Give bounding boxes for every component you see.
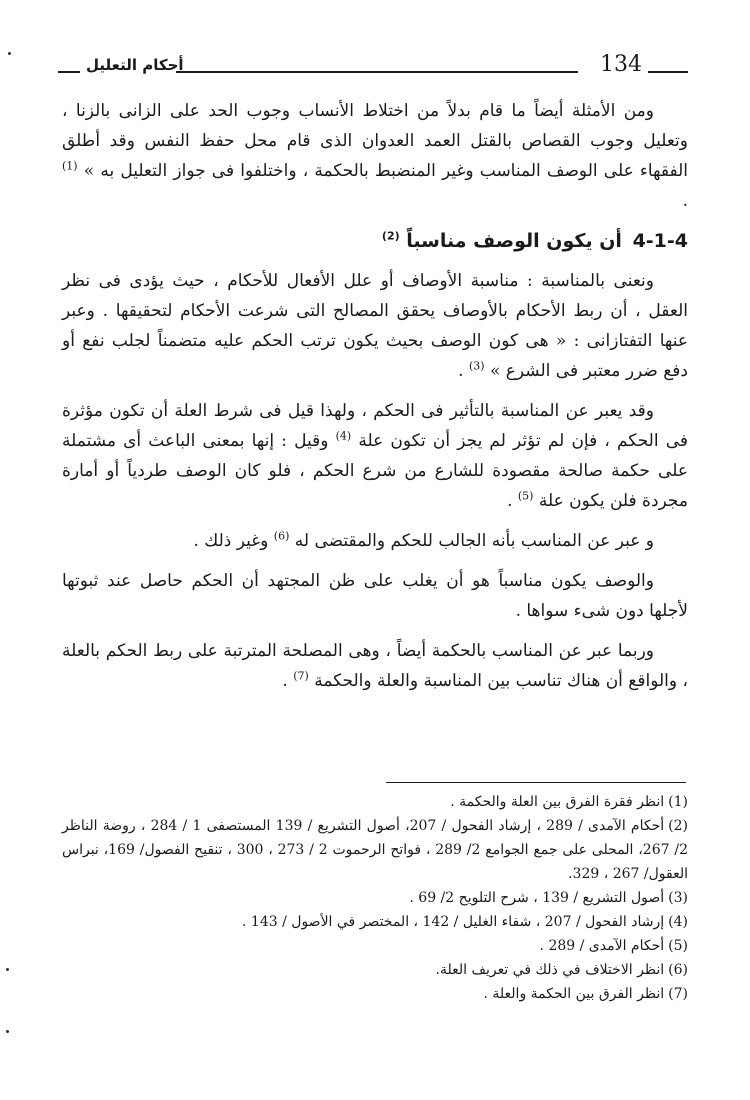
running-header-title: أحكام التعليل bbox=[86, 56, 184, 74]
running-header bbox=[58, 52, 688, 88]
footnote: (5)أحكام الآمدى / 289 . bbox=[539, 938, 688, 954]
paragraph: ومن الأمثلة أيضاً ما قام بدلاً من اختلاط الأنساب وجوب الحد على الزانى بالزنا ، وتعليل وجوب القصاص بالقتل العمد العدوان الذى قام محل حفظ النفس وقد أطلق الفقهاء على الوصف المناسب وغير المنضبط بالحكمة ، واختلفوا فى جواز التعليل به » $^{(1)}$ . bbox=[62, 101, 688, 211]
paragraph: وربما عبر عن المناسب بالحكمة أيضاً ، وهى المصلحة المترتبة على ربط الحكم بالعلة ، والواقع أن هناك تناسب بين المناسبة والعلة والحكمة $^{(7)}$ . bbox=[62, 641, 688, 691]
footnote: (2)أحكام الآمدى / 289 ، إرشاد الفحول / 207، أصول التشريع / 139 المستصفى 1 / 284 ، روضة الناظر 2/ 267، المحلى على جمع الجوامع 2/ 289 ، فواتح الرحموت 2 / 273 ، 300 ، تنقيح الفصول/ 169، نبراس العقول/ 267 ، 329. bbox=[62, 818, 688, 882]
paragraph: وقد يعبر عن المناسبة بالتأثير فى الحكم ، ولهذا قيل فى شرط العلة أن تكون مؤثرة فى الحكم ، فإن لم تؤثر لم يجز أن تكون علة $^{(4)}$ وقيل : إنها بمعنى الباعث أى مشتملة على حكمة صالحة مقصودة للشارع من شرع الحكم ، فلو كان الوصف طردياً أو أمارة مجردة فلن يكون علة $^{(5)}$ . bbox=[62, 401, 688, 511]
header-right-dash bbox=[648, 71, 688, 73]
paragraph: والوصف يكون مناسباً هو أن يغلب على ظن المجتهد أن الحكم حاصل عند ثبوتها لأجلها دون شىء سواها . bbox=[62, 571, 688, 621]
page-number: 134 bbox=[600, 52, 642, 77]
footnote-ref: (1) bbox=[62, 159, 78, 173]
section-heading bbox=[62, 226, 688, 256]
footnotes bbox=[62, 790, 688, 1006]
footnote-ref: (3) bbox=[468, 359, 485, 373]
paragraph: و عبر عن المناسب بأنه الجالب للحكم والمقتضى له $^{(6)}$ وغير ذلك . bbox=[193, 529, 654, 551]
footnote-ref: (7) bbox=[293, 669, 309, 683]
footnote: (3)أصول التشريع / 139 ، شرح التلويح 2/ 69 . bbox=[409, 890, 688, 906]
footnote-ref: (5) bbox=[517, 489, 534, 503]
header-rule bbox=[176, 71, 578, 73]
footnote-ref: (6) bbox=[273, 529, 290, 543]
footnote: (4)إرشاد الفحول / 207 ، شفاء الغليل / 142 ، المختصر في الأصول / 143 . bbox=[242, 914, 688, 930]
paragraph: ونعنى بالمناسبة : مناسبة الأوصاف أو علل الأفعال للأحكام ، حيث يؤدى فى نظر العقل ، أن ربط الأحكام بالأوصاف يحقق المصالح التى شرعت الأحكام لتحقيقها . وعبر عنها التفتازانى : « هى كون الوصف بحيث يكون ترتب الحكم عليه متضمناً لجلب نفع أو دفع ضرر معتبر فى الشرع » $^{(3)}$ . bbox=[62, 271, 688, 381]
footnote: (6)انظر الاختلاف في ذلك في تعريف العلة. bbox=[435, 962, 688, 978]
footnote-separator bbox=[386, 782, 686, 783]
footnote: (7)انظر الفرق بين الحكمة والعلة . bbox=[483, 986, 688, 1002]
section-number: 4-1-4 bbox=[632, 230, 688, 252]
footnote-ref: (4) bbox=[335, 429, 352, 443]
footnote-ref: (2) bbox=[381, 229, 400, 243]
scan-speck bbox=[8, 52, 11, 55]
footnote: (1)انظر فقرة الفرق بين العلة والحكمة . bbox=[450, 794, 688, 810]
scan-speck bbox=[6, 1030, 9, 1033]
scan-speck bbox=[6, 968, 9, 971]
main-text bbox=[62, 96, 688, 706]
section-title-text: أن يكون الوصف مناسباً bbox=[406, 230, 622, 252]
header-left-dash bbox=[58, 71, 80, 73]
